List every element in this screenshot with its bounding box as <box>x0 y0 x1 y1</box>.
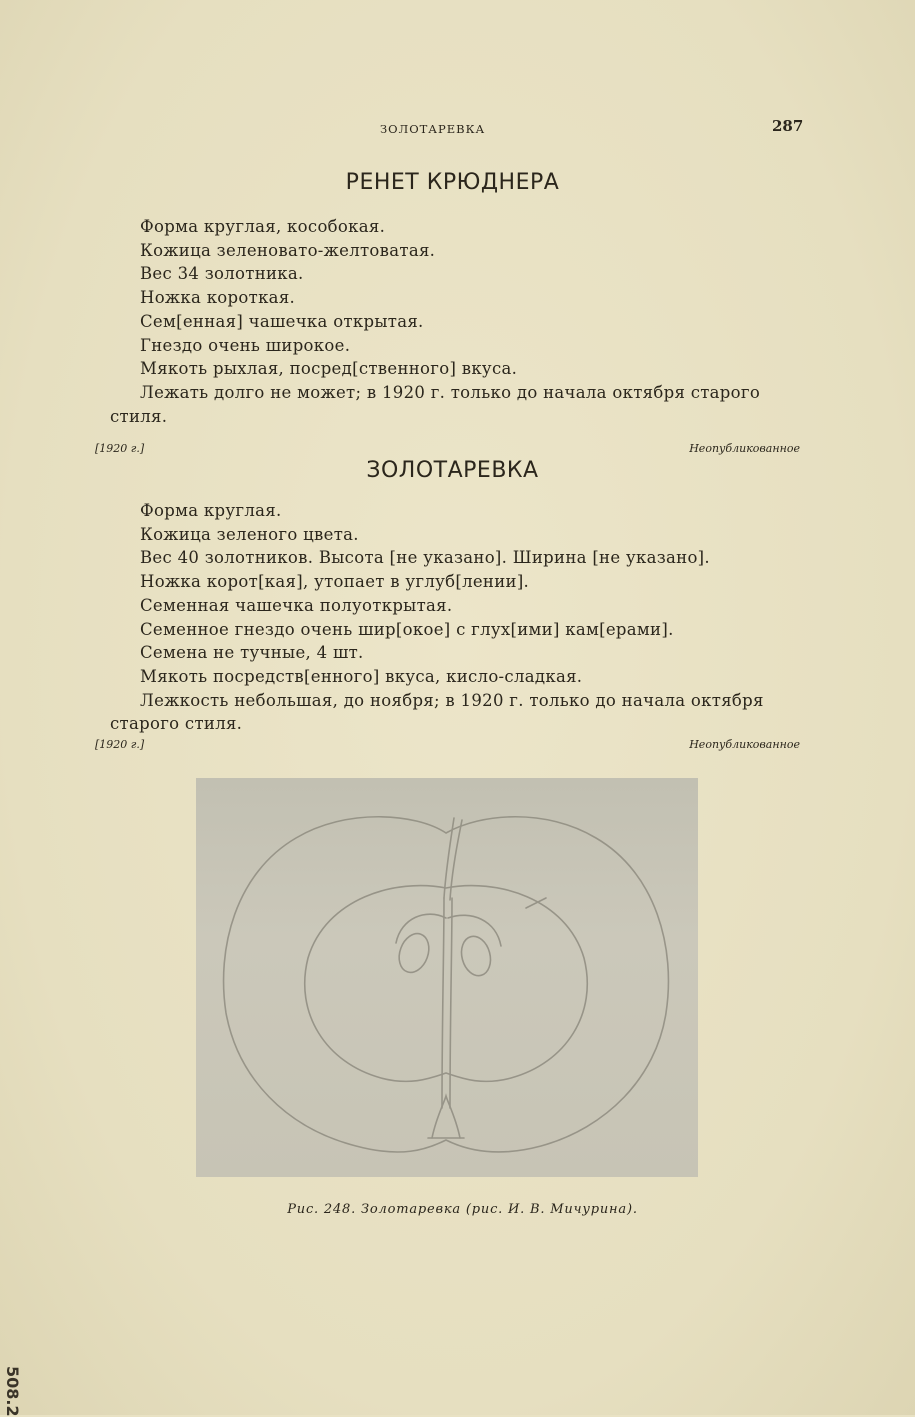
seed-right <box>457 933 494 979</box>
section-title-zolotarevka: ЗОЛОТАРЕВКА <box>366 458 539 483</box>
paragraph: Вес 34 золотника. <box>140 264 304 284</box>
date-note: [1920 г.] <box>95 738 145 751</box>
status-note: Неопубликованное <box>689 442 800 455</box>
section-body-zolotarevka <box>110 499 800 736</box>
page-number: 287 <box>772 117 804 135</box>
central-axis <box>442 898 444 1108</box>
paragraph: Мякоть рыхлая, посред[ственного] вкуса. <box>140 359 518 379</box>
paragraph: Сем[енная] чашечка открытая. <box>140 311 424 331</box>
paragraph: Семена не тучные, 4 шт. <box>140 643 364 663</box>
paragraph: Вес 40 золотников. Высота [не указано]. Ширина [не указано]. <box>140 548 710 568</box>
paragraph: Ножка короткая. <box>140 288 296 308</box>
paragraph: Лежать долго не может; в 1920 г. только до начала октября старого стиля. <box>110 382 761 426</box>
seed-left <box>394 929 434 976</box>
paragraph: Мякоть посредств[енного] вкуса, кисло-сладкая. <box>140 666 583 686</box>
apple-drawing-figure <box>196 778 698 1177</box>
calyx <box>432 1096 460 1138</box>
apple-outline <box>224 817 669 1152</box>
paragraph: Гнездо очень широкое. <box>140 335 351 355</box>
figure-caption: Рис. 248. Золотаревка (рис. И. В. Мичурина). <box>287 1202 638 1217</box>
date-note: [1920 г.] <box>95 442 145 455</box>
paragraph: Лежкость небольшая, до ноября; в 1920 г. только до начала октября старого стиля. <box>110 690 764 734</box>
running-head: ЗОЛОТАРЕВКА <box>380 122 486 136</box>
paragraph: Форма круглая. <box>140 501 282 520</box>
section-title-renet: РЕНЕТ КРЮДНЕРА <box>345 170 560 195</box>
section-body-renet <box>110 215 800 428</box>
status-note: Неопубликованное <box>689 738 800 751</box>
paragraph: Кожица зеленовато-желтоватая. <box>140 240 436 260</box>
paragraph: Семенное гнездо очень шир[окое] с глух[ими] кам[ерами]. <box>140 619 674 639</box>
stem <box>444 818 454 898</box>
core-outline <box>305 886 588 1082</box>
note-row-zolotarevka <box>95 738 800 751</box>
library-stamp: 508.2 <box>3 1366 22 1417</box>
apple-cross-section-drawing <box>196 778 698 1177</box>
note-row-renet <box>95 442 800 455</box>
paragraph: Форма круглая, кособокая. <box>140 217 386 236</box>
paragraph: Ножка корот[кая], утопает в углуб[лении]. <box>140 572 530 592</box>
paragraph: Семенная чашечка полуоткрытая. <box>140 595 453 615</box>
paragraph: Кожица зеленого цвета. <box>140 524 359 544</box>
